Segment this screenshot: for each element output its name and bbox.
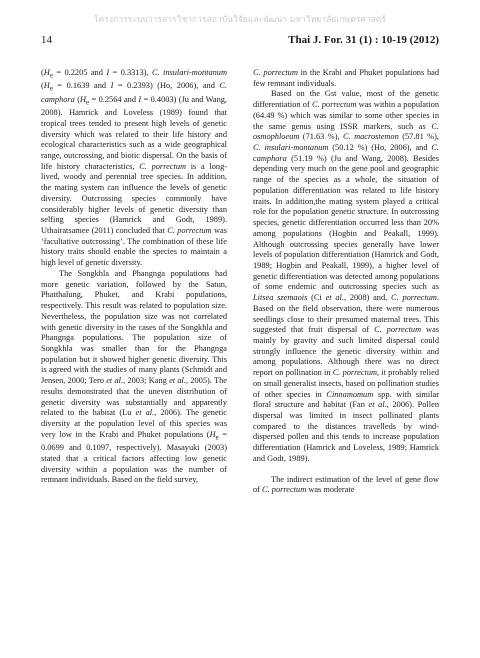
body-paragraph: The indirect estimation of the level of gene flow of C. porrectum was moderate <box>253 474 439 495</box>
body-paragraph: Based on the Gst value, most of the genetic differentiation of C. porrectum was within a population (64.49 %) which was similar to some other species in the same genus using ISSR markers, such as C. osmophloeum (71.63 %), C. macrostemon (57.81 %), C. insulari-montanum (50.12 %) (Ho, 2006), and C. camphora (51.19 %) (Ju and Wang, 2008). Besides depending very much on the gene pool and geographic range of the species as a whole, the situation of population differentiation was related to life history traits. In addition,the mating system played a critical role for the population genetic structure. In outcrossing species, genetic differentiation occurred less than 20% among populations (Hogbin and Peakall, 1999). Although outcrossing species generally have lower levels of population differentiation (Hamrick and Godt, 1989; Hogbin and Peakall, 1999), a higher level of genetic differentiation was detected among populations of some endemic and outcrossing species such as Litsea szemaois (Ci et al., 2008) and, C. porrectum. Based on the field observation, there were numerous seedlings close to their presumed maternal trees. This suggested that fruit dispersal of C. porrectum was mainly by gravity and such limited dispersal could strongly influence the genetic diversity within and among populations. Although there was no direct report on pollination in C. porrectum, it probably relied on small generalist insects, based on pollination studies of other species in Cinnamomum spp. with similar floral structure and habitat (Fan et al., 2006). Pollen dispersal was limited in insect pollinated plants compared to the distances travelleds by wind- dispersed pollen and this tends to increase population differentiation (Hamrick and Loveless, 1989; Hamrick and Godt, 1989). <box>253 89 440 463</box>
page-number: 14 <box>41 34 52 46</box>
body-paragraph: C. porrectum in the Krabi and Phuket populations had few remnant individuals. <box>253 68 439 88</box>
watermark-text: โครงการระบบวารสารวิชาการสถาบันวิจัยและพัฒนา มหาวิทยาลัยเกษตรศาสตร์ <box>94 14 386 24</box>
right-column <box>253 68 439 496</box>
page-header <box>41 34 439 48</box>
left-column <box>41 68 227 486</box>
body-paragraph: ($H_e = 0.2205$ and I = 0.3313), C. insulari-montanum ($H_e = 0.1639$ and I = 0.2393) (Ho, 2006), and C. camphora ($H_e = 0.2564$ and I = 0.4003) (Ju and Wang, 2008). Hamrick and Loveless (1989) found that tropical trees tended to present high levels of genetic diversity which was related to their life history and ecological characteristics such as a wide geographical range, outcrossing, and biotic dispersal. On the basis of life history characteristics, C. porrectum is a long-lived, woody and perennial tree species. In addition, the mating system can influence the levels of genetic diversity. Outcrossing species commonly have considerably higher levels of genetic diversity than selfing species (Hamrick and Godt, 1989). Uthairatsamee (2011) concluded that C. porrectum was ‘facultative outcrossing’. The combination of these life history traits should enable the species to maintain a high level of genetic diversity. <box>41 68 228 268</box>
body-paragraph: The Songkhla and Phangnga populations had more genetic variation, followed by the Satun, Phatthalung, Phuket, and Krabi populations, respectively. This result was related to population size. Nevertheless, the population size was not correlated with genetic diversity in the cases of the Songkhla and Phangnga populations. The population size of Songkhla was smaller than for the Phangnga population but it showed higher genetic diversity. This is agreed with the studies of many plants (Schmidt and Jensen, 2000; Tero et al., 2003; Kang et al., 2005). The results demonstrated that the uneven distribution of genetic diversity was substantially and apparently related to the habitat (Lu et al., 2006). The genetic diversity at the population level of this species was very low in the Krabi and Phuket populations ($H_e = 0.0699$ and 0.1097, respectively). Masayuki (2003) stated that a critical factors affecting low genetic diversity within a population was the number of remnant individuals. Based on the field survey, <box>41 268 228 485</box>
journal-citation: Thai J. For. 31 (1) : 10-19 (2012) <box>288 34 439 46</box>
